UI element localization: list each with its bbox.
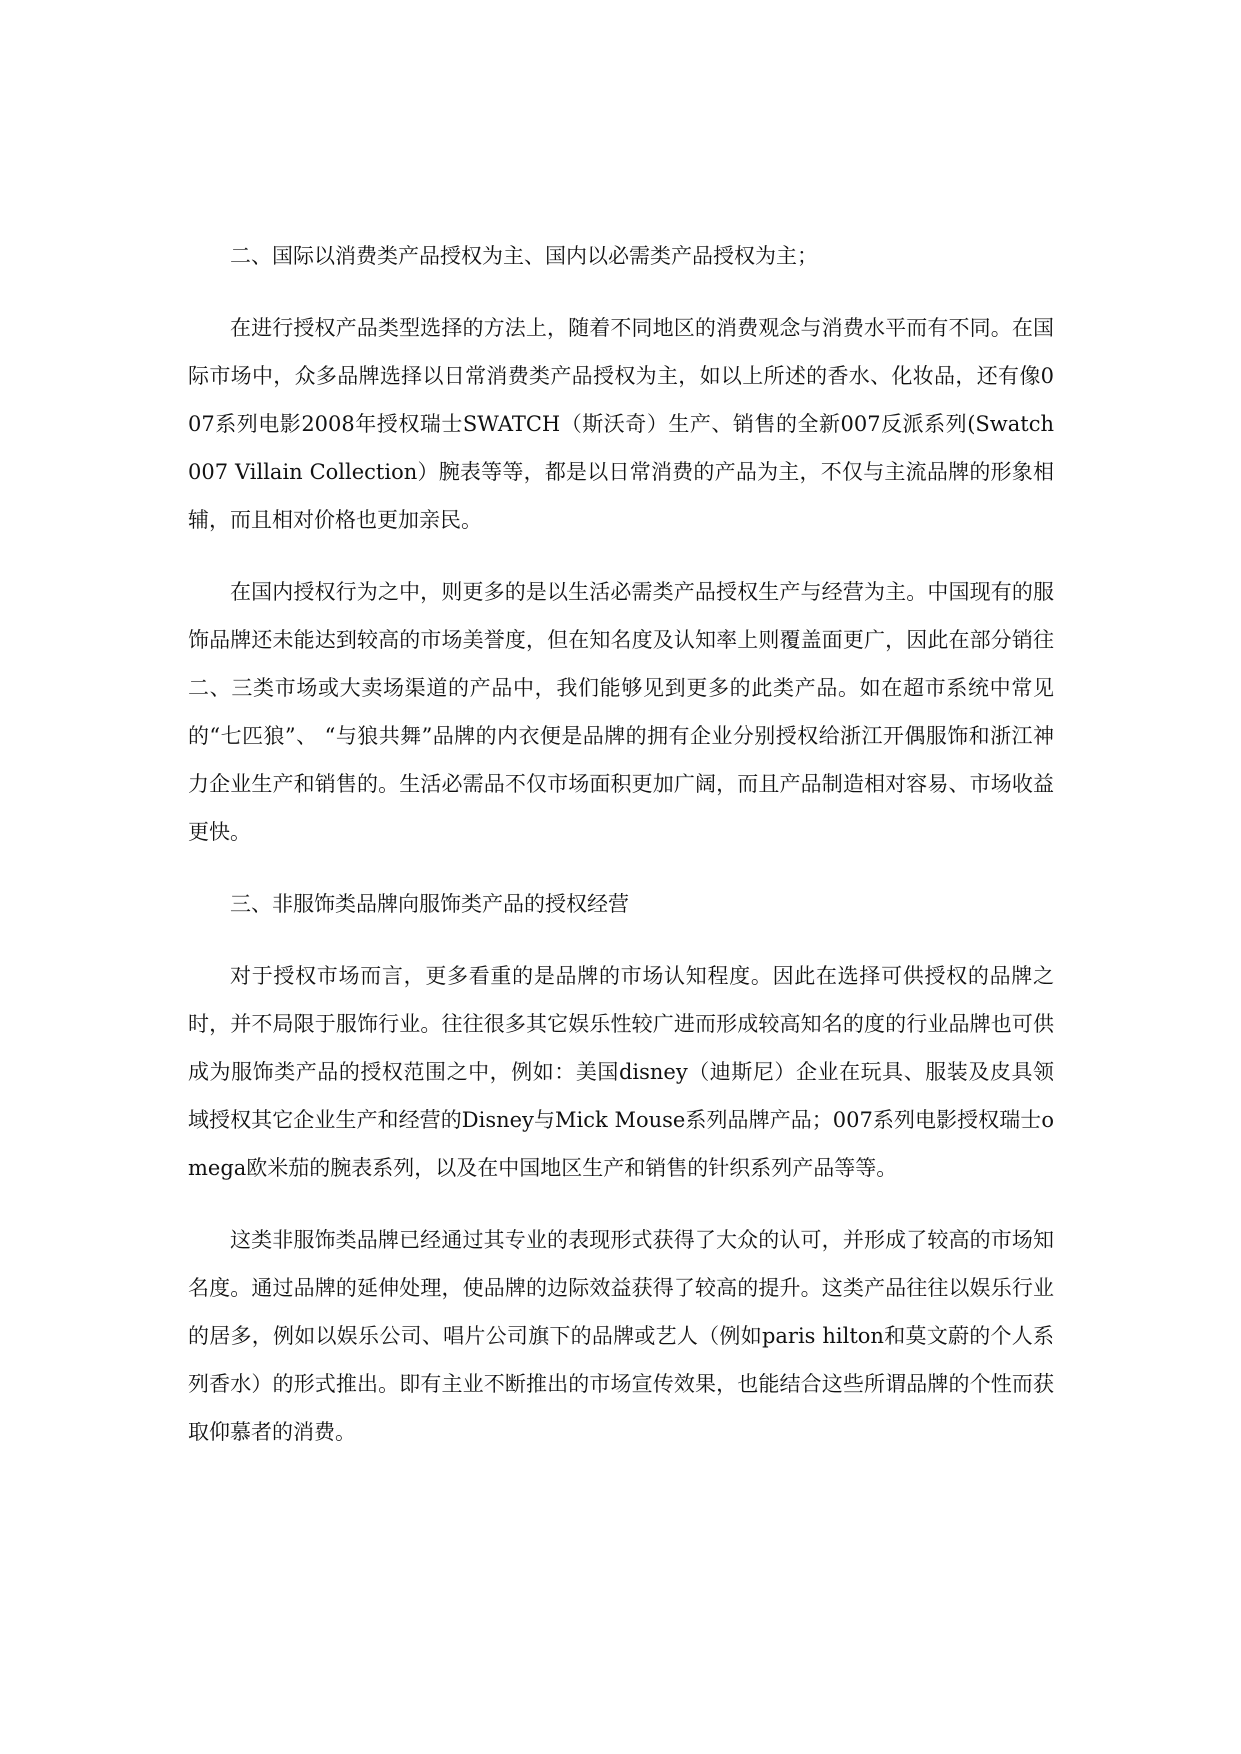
paragraph-market-recognition: 对于授权市场而言，更多看重的是品牌的市场认知程度。因此在选择可供授权的品牌之时，并不局限于服饰行业。往往很多其它娱乐性较广进而形成较高知名的度的行业品牌也可供成为服饰类产品的授权范围之中，例如：美国disney（迪斯尼）企业在玩具、服装及皮具领域授权其它企业生产和经营的Disney与Mick Mouse系列品牌产品；007系列电影授权瑞士omega欧米茄的腕表系列，以及在中国地区生产和销售的针织系列产品等等。 [188, 964, 1054, 1180]
paragraph-license-methods: 在进行授权产品类型选择的方法上，随着不同地区的消费观念与消费水平而有不同。在国际市场中，众多品牌选择以日常消费类产品授权为主，如以上所述的香水、化妆品，还有像007系列电影2008年授权瑞士SWATCH（斯沃奇）生产、销售的全新007反派系列(Swatch 007 Villain Collection）腕表等等，都是以日常消费的产品为主，不仅与主流品牌的形象相辅，而且相对价格也更加亲民。 [188, 316, 1054, 532]
paragraph-non-apparel-brands: 这类非服饰类品牌已经通过其专业的表现形式获得了大众的认可，并形成了较高的市场知名度。通过品牌的延伸处理，使品牌的边际效益获得了较高的提升。这类产品往往以娱乐行业的居多，例如以娱乐公司、唱片公司旗下的品牌或艺人（例如paris hilton和莫文蔚的个人系列香水）的形式推出。即有主业不断推出的市场宣传效果，也能结合这些所谓品牌的个性而获取仰慕者的消费。 [188, 1228, 1054, 1444]
paragraph-domestic-license: 在国内授权行为之中，则更多的是以生活必需类产品授权生产与经营为主。中国现有的服饰品牌还未能达到较高的市场美誉度，但在知名度及认知率上则覆盖面更广，因此在部分销往二、三类市场或大卖场渠道的产品中，我们能够见到更多的此类产品。如在超市系统中常见的“七匹狼”、 “与狼共舞”品牌的内衣便是品牌的拥有企业分别授权给浙江开偶服饰和浙江神力企业生产和销售的。生活必需品不仅市场面积更加广阔，而且产品制造相对容易、市场收益更快。 [188, 580, 1054, 844]
section-heading-2: 二、国际以消费类产品授权为主、国内以必需类产品授权为主； [230, 244, 818, 268]
document-body [188, 232, 1054, 1480]
section-heading-3: 三、非服饰类品牌向服饰类产品的授权经营 [230, 892, 629, 916]
